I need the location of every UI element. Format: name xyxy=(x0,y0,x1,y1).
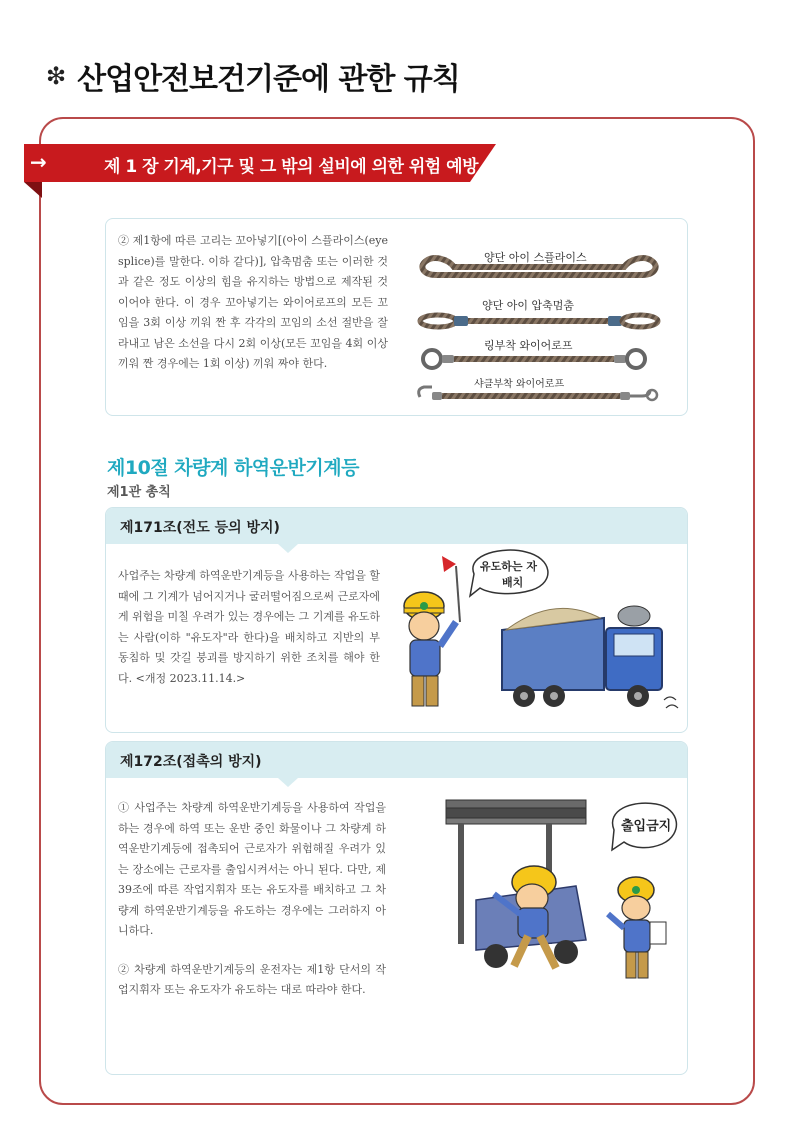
no-entry-bubble xyxy=(612,803,676,850)
rope-label-4: 샤클부착 와이어로프 xyxy=(474,379,565,390)
page-title xyxy=(46,54,460,98)
header-notch xyxy=(278,544,298,553)
section-subtitle: 제1관 총칙 xyxy=(107,485,171,500)
article-172-header xyxy=(106,742,687,778)
speech-bubble xyxy=(470,550,548,596)
chapter-label: 제 1 장 기계,기구 및 그 밖의 설비에 의한 위험 예방 xyxy=(104,157,478,177)
article-171-text: 사업주는 차량계 하역운반기계등을 사용하는 작업을 할 때에 그 기계가 넘어지거나 굴러떨어짐으로써 근로자에게 위험을 미칠 우려가 있는 경우에는 그 기계를 유도하는 사람(이하 "유도자"라 한다)을 배치하고 지반의 부동침하 및 갓길 붕괴를 방지하기 위한 조치를 해야 한다. <개정 2023.11.14.> xyxy=(118,569,380,685)
rope-label-1: 양단 아이 스플라이스 xyxy=(484,251,587,264)
truck-guide-illustration xyxy=(394,548,684,728)
article-172-text xyxy=(118,798,386,1001)
eye-splice-text: ② 제1항에 따른 고리는 꼬아넣기[(아이 스플라이스(eye splice)를 말한다. 이하 같다)], 압축멈춤 또는 이러한 것과 같은 정도 이상의 힘을 유지하는 방법으로 제작된 것이어야 한다. 이 경우 꼬아넣기는 와이어로프의 모든 꼬임을 3회 이상 끼워 짠 후 각각의 꼬임의 소선 절반을 잘라내고 남은 소선을 다시 2회 이상(모든 꼬임을 4회 이상 끼워 짠 경우에는 1회 이상) 끼워 짜야 한다. xyxy=(118,234,388,370)
rope-label-2: 양단 아이 압축멈춤 xyxy=(482,299,575,312)
article-172-para-2: ② 차량계 하역운반기계등의 운전자는 제1항 단서의 작업지휘자 또는 유도자가 유도하는 대로 따라야 한다. xyxy=(118,962,386,996)
chapter-banner xyxy=(24,144,496,182)
guide-worker xyxy=(404,592,456,706)
eye-splice-box xyxy=(105,218,688,416)
forklift-illustration xyxy=(436,790,686,990)
bubble-text-2: 배치 xyxy=(502,576,524,589)
bubble-text-1: 유도하는 자 xyxy=(480,560,537,573)
article-172-title: 제172조(접촉의 방지) xyxy=(120,754,262,770)
section-title: 제10절 차량계 하역운반기계등 xyxy=(107,457,359,479)
rope-ring xyxy=(423,350,645,368)
article-171-title: 제171조(전도 등의 방지) xyxy=(120,520,280,536)
dump-truck xyxy=(502,606,678,708)
article-172-para-1: ① 사업주는 차량계 하역운반기계등을 사용하여 작업을 하는 경우에 하역 또는 운반 중인 화물이나 그 차량계 하역운반기계등에 접촉되어 근로자가 위험해질 우려가 있는 장소에는 근로자를 출입시켜서는 아니 된다. 다만, 제39조에 따른 작업지휘자 또는 유도자를 배치하고 그 차량계 하역운반기계등을 유도하는 경우에는 그러하지 아니하다. xyxy=(118,801,386,937)
right-arrow-icon: → xyxy=(30,150,47,174)
article-172-box xyxy=(105,741,688,1075)
wire-rope-illustration xyxy=(414,237,674,407)
rope-label-3: 링부착 와이어로프 xyxy=(484,339,573,352)
warning-worker xyxy=(608,877,666,978)
asterisk-bullet-icon: ❇ xyxy=(46,62,66,90)
page-title-text: 산업안전보건기준에 관한 규칙 xyxy=(77,62,460,97)
rope-compression xyxy=(420,315,658,327)
header-notch xyxy=(278,778,298,787)
article-171-header xyxy=(106,508,687,544)
steel-beam xyxy=(446,800,586,824)
no-entry-text: 출입금지 xyxy=(621,819,672,834)
article-171-box xyxy=(105,507,688,733)
